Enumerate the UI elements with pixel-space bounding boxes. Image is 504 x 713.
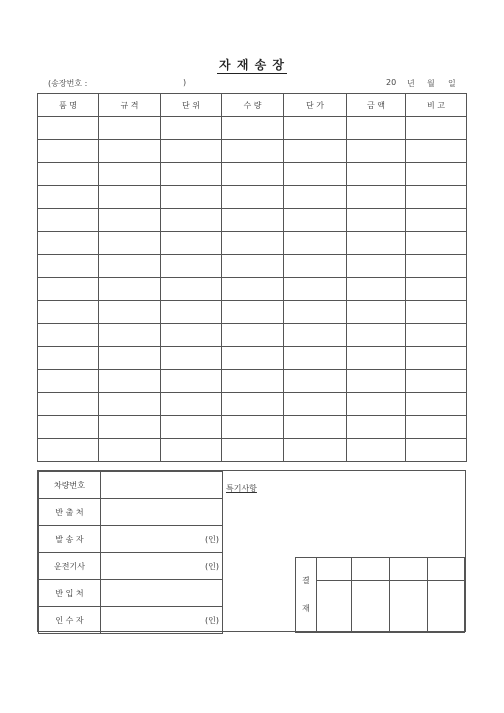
table-cell[interactable]: [222, 117, 284, 140]
table-cell[interactable]: [99, 117, 161, 140]
approval-label-1: 결: [302, 576, 310, 585]
table-cell[interactable]: [99, 140, 161, 163]
table-cell[interactable]: [406, 301, 467, 324]
table-cell[interactable]: [406, 347, 467, 370]
table-cell[interactable]: [38, 140, 99, 163]
invoice-number-label: [48, 78, 87, 89]
table-cell[interactable]: [347, 301, 406, 324]
table-cell[interactable]: [284, 324, 347, 347]
table-cell[interactable]: [284, 232, 347, 255]
table-cell[interactable]: [38, 232, 99, 255]
table-cell[interactable]: [38, 439, 99, 462]
approver-title-cell[interactable]: [352, 558, 390, 581]
table-cell[interactable]: [38, 163, 99, 186]
approval-title-row: [296, 558, 465, 581]
invoice-number-close: ): [183, 78, 187, 87]
table-cell[interactable]: [284, 439, 347, 462]
table-cell[interactable]: [222, 301, 284, 324]
table-cell[interactable]: [222, 278, 284, 301]
vehicle-number-field[interactable]: [101, 472, 223, 499]
table-cell[interactable]: [99, 278, 161, 301]
table-cell[interactable]: [99, 232, 161, 255]
table-cell[interactable]: [406, 186, 467, 209]
date-day-label: 일: [448, 79, 456, 88]
remarks-label: 특기사항: [226, 484, 257, 493]
table-cell[interactable]: [38, 370, 99, 393]
table-cell[interactable]: [38, 255, 99, 278]
table-cell[interactable]: [38, 117, 99, 140]
table-cell[interactable]: [284, 301, 347, 324]
table-cell[interactable]: [161, 347, 222, 370]
table-cell[interactable]: [347, 324, 406, 347]
table-cell[interactable]: [99, 439, 161, 462]
table-row: [38, 255, 467, 278]
table-cell[interactable]: [99, 347, 161, 370]
table-cell[interactable]: [161, 370, 222, 393]
table-cell[interactable]: [406, 140, 467, 163]
shipping-label: 반 출 처: [39, 499, 101, 526]
table-row: [38, 439, 467, 462]
table-cell[interactable]: [222, 232, 284, 255]
table-cell[interactable]: [406, 163, 467, 186]
table-cell[interactable]: [222, 163, 284, 186]
table-cell[interactable]: [38, 186, 99, 209]
table-cell[interactable]: [161, 278, 222, 301]
table-cell[interactable]: [347, 140, 406, 163]
receiver-seal-field[interactable]: (인): [101, 607, 223, 634]
approval-label: [296, 558, 317, 633]
shipping-info-table: [38, 471, 223, 634]
shipping-label: 인 수 자: [39, 607, 101, 634]
table-cell[interactable]: [222, 416, 284, 439]
table-cell[interactable]: [222, 140, 284, 163]
table-header-row: [38, 94, 467, 117]
date-month-label: 월: [427, 79, 435, 88]
table-cell[interactable]: [406, 232, 467, 255]
table-cell[interactable]: [284, 186, 347, 209]
table-cell[interactable]: [38, 209, 99, 232]
table-cell[interactable]: [99, 186, 161, 209]
approver-sign-cell[interactable]: [316, 581, 351, 633]
approver-sign-cell[interactable]: [427, 581, 464, 633]
table-cell[interactable]: [406, 117, 467, 140]
table-row: [38, 416, 467, 439]
table-cell[interactable]: [161, 439, 222, 462]
table-cell[interactable]: [38, 324, 99, 347]
sender-seal-field[interactable]: (인): [101, 526, 223, 553]
table-cell[interactable]: [161, 209, 222, 232]
table-cell[interactable]: [222, 255, 284, 278]
table-cell[interactable]: [347, 209, 406, 232]
table-cell[interactable]: [161, 416, 222, 439]
table-cell[interactable]: [161, 255, 222, 278]
shipping-row-sender: [39, 526, 223, 553]
table-cell[interactable]: [161, 163, 222, 186]
table-cell[interactable]: [161, 393, 222, 416]
items-table: [37, 93, 467, 462]
shipping-row-destination: [39, 580, 223, 607]
table-row: [38, 163, 467, 186]
table-cell[interactable]: [406, 209, 467, 232]
table-cell[interactable]: [38, 301, 99, 324]
table-row: [38, 117, 467, 140]
table-cell[interactable]: [406, 416, 467, 439]
table-row: [38, 370, 467, 393]
table-cell[interactable]: [406, 255, 467, 278]
table-cell[interactable]: [347, 232, 406, 255]
table-row: [38, 232, 467, 255]
table-cell[interactable]: [347, 278, 406, 301]
table-cell[interactable]: [161, 140, 222, 163]
origin-field[interactable]: [101, 499, 223, 526]
approver-title-cell[interactable]: [390, 558, 427, 581]
header-quantity: 수 량: [222, 94, 284, 117]
shipping-row-receiver: [39, 607, 223, 634]
table-cell[interactable]: [99, 255, 161, 278]
approver-sign-cell[interactable]: [352, 581, 390, 633]
table-cell[interactable]: [347, 186, 406, 209]
table-row: [38, 209, 467, 232]
table-row: [38, 186, 467, 209]
table-cell[interactable]: [222, 347, 284, 370]
shipping-row-origin: [39, 499, 223, 526]
table-cell[interactable]: [284, 416, 347, 439]
header-note: 비 고: [406, 94, 467, 117]
destination-field[interactable]: [101, 580, 223, 607]
table-cell[interactable]: [347, 370, 406, 393]
shipping-label: 반 입 처: [39, 580, 101, 607]
document-title-text: 자 재 송 장: [219, 58, 285, 72]
table-cell[interactable]: [347, 117, 406, 140]
table-cell[interactable]: [406, 278, 467, 301]
table-cell[interactable]: [99, 209, 161, 232]
invoice-number-open: (송장번호 :: [48, 79, 88, 88]
table-cell[interactable]: [99, 370, 161, 393]
table-cell[interactable]: [99, 324, 161, 347]
table-cell[interactable]: [222, 370, 284, 393]
table-cell[interactable]: [161, 301, 222, 324]
table-cell[interactable]: [347, 255, 406, 278]
table-cell[interactable]: [38, 278, 99, 301]
shipping-row-driver: [39, 553, 223, 580]
table-cell[interactable]: [161, 324, 222, 347]
table-cell[interactable]: [222, 393, 284, 416]
approval-label-2: 재: [302, 604, 310, 613]
table-cell[interactable]: [284, 209, 347, 232]
table-cell[interactable]: [406, 324, 467, 347]
table-cell[interactable]: [99, 301, 161, 324]
items-table-body: [38, 117, 467, 462]
driver-seal-field[interactable]: (인): [101, 553, 223, 580]
table-cell[interactable]: [284, 370, 347, 393]
approver-sign-cell[interactable]: [390, 581, 427, 633]
table-cell[interactable]: [284, 347, 347, 370]
table-cell[interactable]: [222, 439, 284, 462]
table-row: [38, 278, 467, 301]
table-cell[interactable]: [38, 416, 99, 439]
table-cell[interactable]: [38, 393, 99, 416]
table-row: [38, 393, 467, 416]
table-cell[interactable]: [161, 186, 222, 209]
table-cell[interactable]: [406, 370, 467, 393]
table-cell[interactable]: [99, 393, 161, 416]
table-cell[interactable]: [284, 140, 347, 163]
table-cell[interactable]: [161, 117, 222, 140]
header-unit: 단 위: [161, 94, 222, 117]
table-cell[interactable]: [38, 347, 99, 370]
shipping-label: 발 송 자: [39, 526, 101, 553]
table-cell[interactable]: [99, 163, 161, 186]
table-cell[interactable]: [284, 278, 347, 301]
header-amount: 금 액: [347, 94, 406, 117]
header-unit-price: 단 가: [284, 94, 347, 117]
approval-sign-row: [296, 581, 465, 633]
table-cell[interactable]: [284, 255, 347, 278]
table-cell[interactable]: [284, 117, 347, 140]
date-year-label: 년: [407, 79, 415, 88]
table-cell[interactable]: [347, 439, 406, 462]
approval-box: [295, 557, 465, 633]
shipping-info-section: [37, 470, 466, 632]
shipping-label: 운전기사: [39, 553, 101, 580]
table-row: [38, 324, 467, 347]
table-cell[interactable]: [222, 324, 284, 347]
table-cell[interactable]: [161, 232, 222, 255]
table-cell[interactable]: [284, 163, 347, 186]
header-item-name: 품 명: [38, 94, 99, 117]
shipping-row-vehicle: [39, 472, 223, 499]
table-row: [38, 140, 467, 163]
table-row: [38, 301, 467, 324]
table-cell[interactable]: [99, 416, 161, 439]
document-title: [0, 56, 504, 73]
table-cell[interactable]: [347, 163, 406, 186]
table-row: [38, 347, 467, 370]
table-cell[interactable]: [347, 347, 406, 370]
table-cell[interactable]: [406, 393, 467, 416]
table-cell[interactable]: [347, 416, 406, 439]
table-cell[interactable]: [222, 186, 284, 209]
table-cell[interactable]: [406, 439, 467, 462]
table-cell[interactable]: [347, 393, 406, 416]
approver-title-cell[interactable]: [316, 558, 351, 581]
table-cell[interactable]: [222, 209, 284, 232]
header-spec: 규 격: [99, 94, 161, 117]
date-year-prefix: 20: [386, 78, 397, 87]
approver-title-cell[interactable]: [427, 558, 464, 581]
table-cell[interactable]: [284, 393, 347, 416]
shipping-label: 차량번호: [39, 472, 101, 499]
